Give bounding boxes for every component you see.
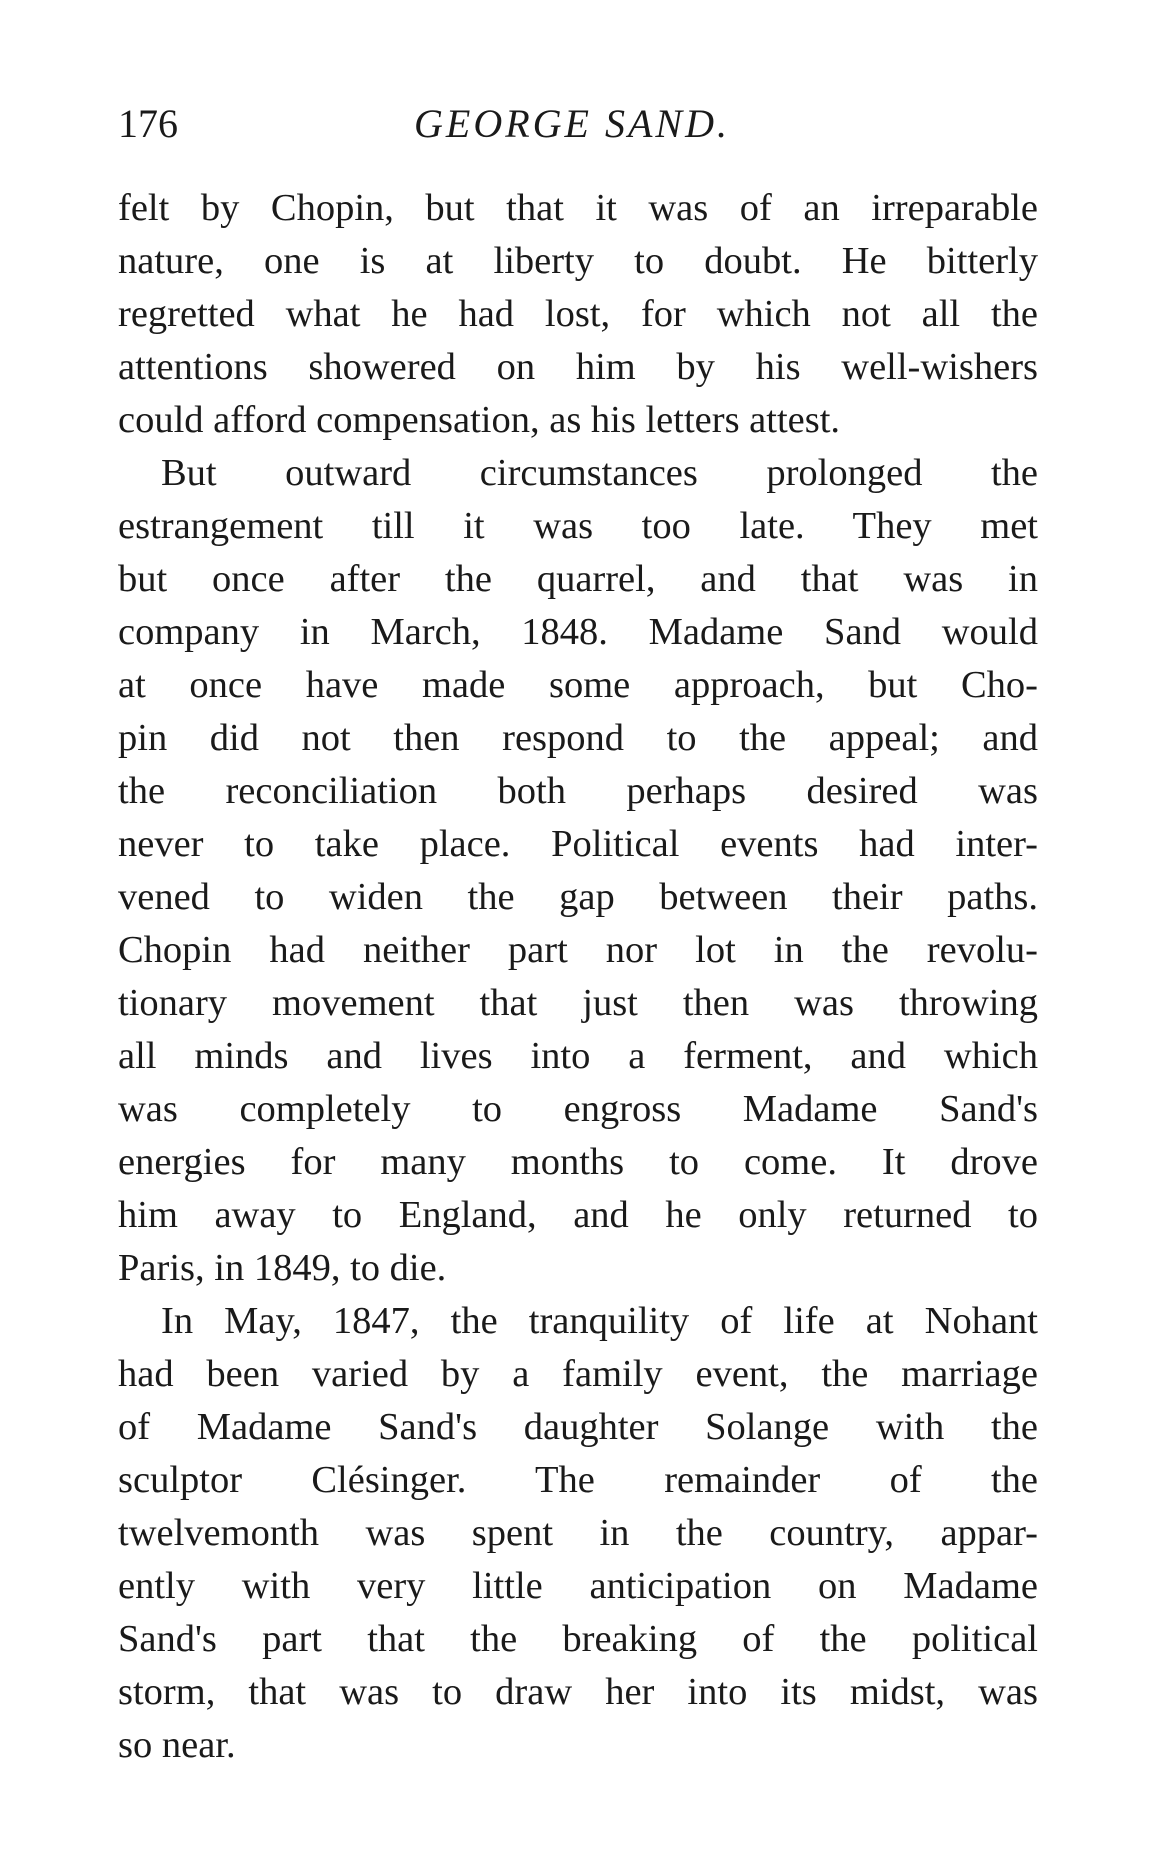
page-number: 176 <box>118 101 178 146</box>
text-line: company in March, 1848. Madame Sand would <box>118 611 1038 653</box>
text-line: of Madame Sand's daughter Solange with the <box>118 1406 1038 1448</box>
text-line: tionary movement that just then was throwing <box>118 982 1038 1024</box>
text-line: could afford compensation, as his letters attest. <box>118 399 841 441</box>
text-line: was completely to engross Madame Sand's <box>118 1088 1038 1130</box>
text-line: But outward circumstances prolonged the <box>161 452 1038 494</box>
text-line: attentions showered on him by his well-wishers <box>118 346 1038 388</box>
text-line: estrangement till it was too late. They met <box>118 505 1038 547</box>
paragraph <box>118 182 1038 447</box>
text-line: nature, one is at liberty to doubt. He bitterly <box>118 240 1038 282</box>
text-line: had been varied by a family event, the marriage <box>118 1353 1038 1395</box>
text-line: so near. <box>118 1724 236 1766</box>
text-line: all minds and lives into a ferment, and which <box>118 1035 1038 1077</box>
text-line: vened to widen the gap between their paths. <box>118 876 1038 918</box>
text-line: the reconciliation both perhaps desired was <box>118 770 1038 812</box>
paragraph <box>118 1295 1038 1772</box>
text-line: at once have made some approach, but Cho- <box>118 664 1038 706</box>
text-line: ently with very little anticipation on Madame <box>118 1565 1038 1607</box>
text-line: regretted what he had lost, for which not all the <box>118 293 1038 335</box>
paragraph <box>118 447 1038 1295</box>
text-line: Chopin had neither part nor lot in the revolu- <box>118 929 1038 971</box>
text-line: storm, that was to draw her into its midst, was <box>118 1671 1038 1713</box>
text-line: energies for many months to come. It drove <box>118 1141 1038 1183</box>
text-line: Paris, in 1849, to die. <box>118 1247 447 1289</box>
body-text <box>118 182 1038 1772</box>
text-line: but once after the quarrel, and that was in <box>118 558 1038 600</box>
text-line: Sand's part that the breaking of the political <box>118 1618 1038 1660</box>
text-line: pin did not then respond to the appeal; and <box>118 717 1038 759</box>
text-line: twelvemonth was spent in the country, appar- <box>118 1512 1038 1554</box>
text-line: him away to England, and he only returned to <box>118 1194 1038 1236</box>
text-line: sculptor Clésinger. The remainder of the <box>118 1459 1038 1501</box>
text-line: never to take place. Political events had inter- <box>118 823 1038 865</box>
text-line: felt by Chopin, but that it was of an irreparable <box>118 187 1038 229</box>
text-line: In May, 1847, the tranquility of life at Nohant <box>161 1300 1038 1342</box>
page-header <box>118 100 1038 160</box>
running-head: GEORGE SAND. <box>414 101 730 146</box>
